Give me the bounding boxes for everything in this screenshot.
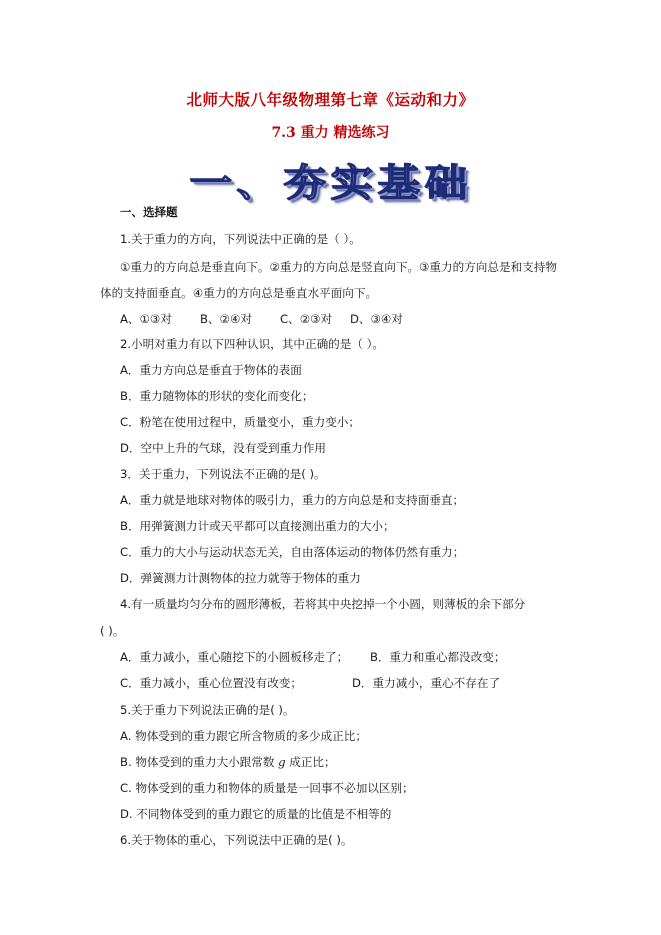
- document-title: 北师大版八年级物理第七章《运动和力》: [186, 90, 475, 109]
- q3-option-c: C．重力的大小与运动状态无关，自由落体运动的物体仍然有重力；: [120, 545, 465, 559]
- q5-option-b-suffix: 成正比；: [285, 755, 336, 769]
- q5-option-d: D. 不同物体受到的重力跟它的质量的比值是不相等的: [120, 807, 392, 821]
- q1-option-b: B、②④对: [200, 312, 252, 326]
- q1-option-d: D、③④对: [350, 312, 403, 326]
- q5-option-b-prefix: B. 物体受到的重力大小跟常数: [120, 755, 279, 769]
- q6-stem: 6.关于物体的重心，下列说法中正确的是( )。: [120, 833, 353, 847]
- section-label: 一、选择题: [120, 205, 178, 219]
- q4-option-c: C．重力减小，重心位置没有改变；: [120, 676, 303, 690]
- document-subtitle: 7.3 重力 精选练习: [271, 125, 390, 141]
- q2-option-b: B．重力随物体的形状的变化而变化；: [120, 389, 314, 403]
- q2-stem: 2.小明对重力有以下四种认识，其中正确的是（ ）。: [120, 337, 385, 351]
- q2-option-d: D．空中上升的气球，没有受到重力作用: [120, 441, 327, 455]
- q2-option-a: A．重力方向总是垂直于物体的表面: [120, 363, 302, 377]
- q5-option-b: [120, 754, 336, 770]
- q2-option-c: C．粉笔在使用过程中，质量变小，重力变小；: [120, 415, 360, 429]
- q1-option-c: C、②③对: [280, 312, 333, 326]
- q4-option-d: D．重力减小，重心不存在了: [352, 676, 501, 690]
- q1-options: [120, 311, 403, 327]
- q1-stem: 1.关于重力的方向，下列说法中正确的是（ ）。: [120, 232, 361, 246]
- q5-option-b-variable: g: [278, 755, 286, 769]
- q4-stem-line1: 4.有一质量均匀分布的圆形薄板，若将其中央挖掉一个小圆，则薄板的余下部分: [120, 597, 526, 611]
- q5-option-c: C. 物体受到的重力和物体的质量是一回事不必加以区别；: [120, 781, 414, 795]
- q3-stem: 3．关于重力，下列说法不正确的是( )。: [120, 467, 326, 481]
- q3-option-a: A．重力就是地球对物体的吸引力，重力的方向总是和支持面垂直；: [120, 493, 465, 507]
- q1-option-a: A、①③对: [120, 312, 172, 326]
- q1-statements-line1: ①重力的方向总是垂直向下。②重力的方向总是竖直向下。③重力的方向总是和支持物: [120, 260, 557, 274]
- q4-option-a: A．重力减小，重心随挖下的小圆板移走了；: [120, 650, 349, 664]
- q4-stem-line2: ( )。: [100, 624, 125, 638]
- section-banner: 一、夯实基础: [189, 161, 472, 205]
- q3-option-d: D．弹簧测力计测物体的拉力就等于物体的重力: [120, 571, 361, 585]
- q1-statements-line2: 体的支持面垂直。④重力的方向总是垂直水平面向下。: [100, 286, 378, 300]
- q5-option-a: A. 物体受到的重力跟它所含物质的多少成正比；: [120, 729, 367, 743]
- q3-option-b: B．用弹簧测力计或天平都可以直接测出重力的大小；: [120, 519, 395, 533]
- q5-stem: 5.关于重力下列说法正确的是( )。: [120, 703, 295, 717]
- q4-option-b: B．重力和重心都没改变；: [370, 650, 506, 664]
